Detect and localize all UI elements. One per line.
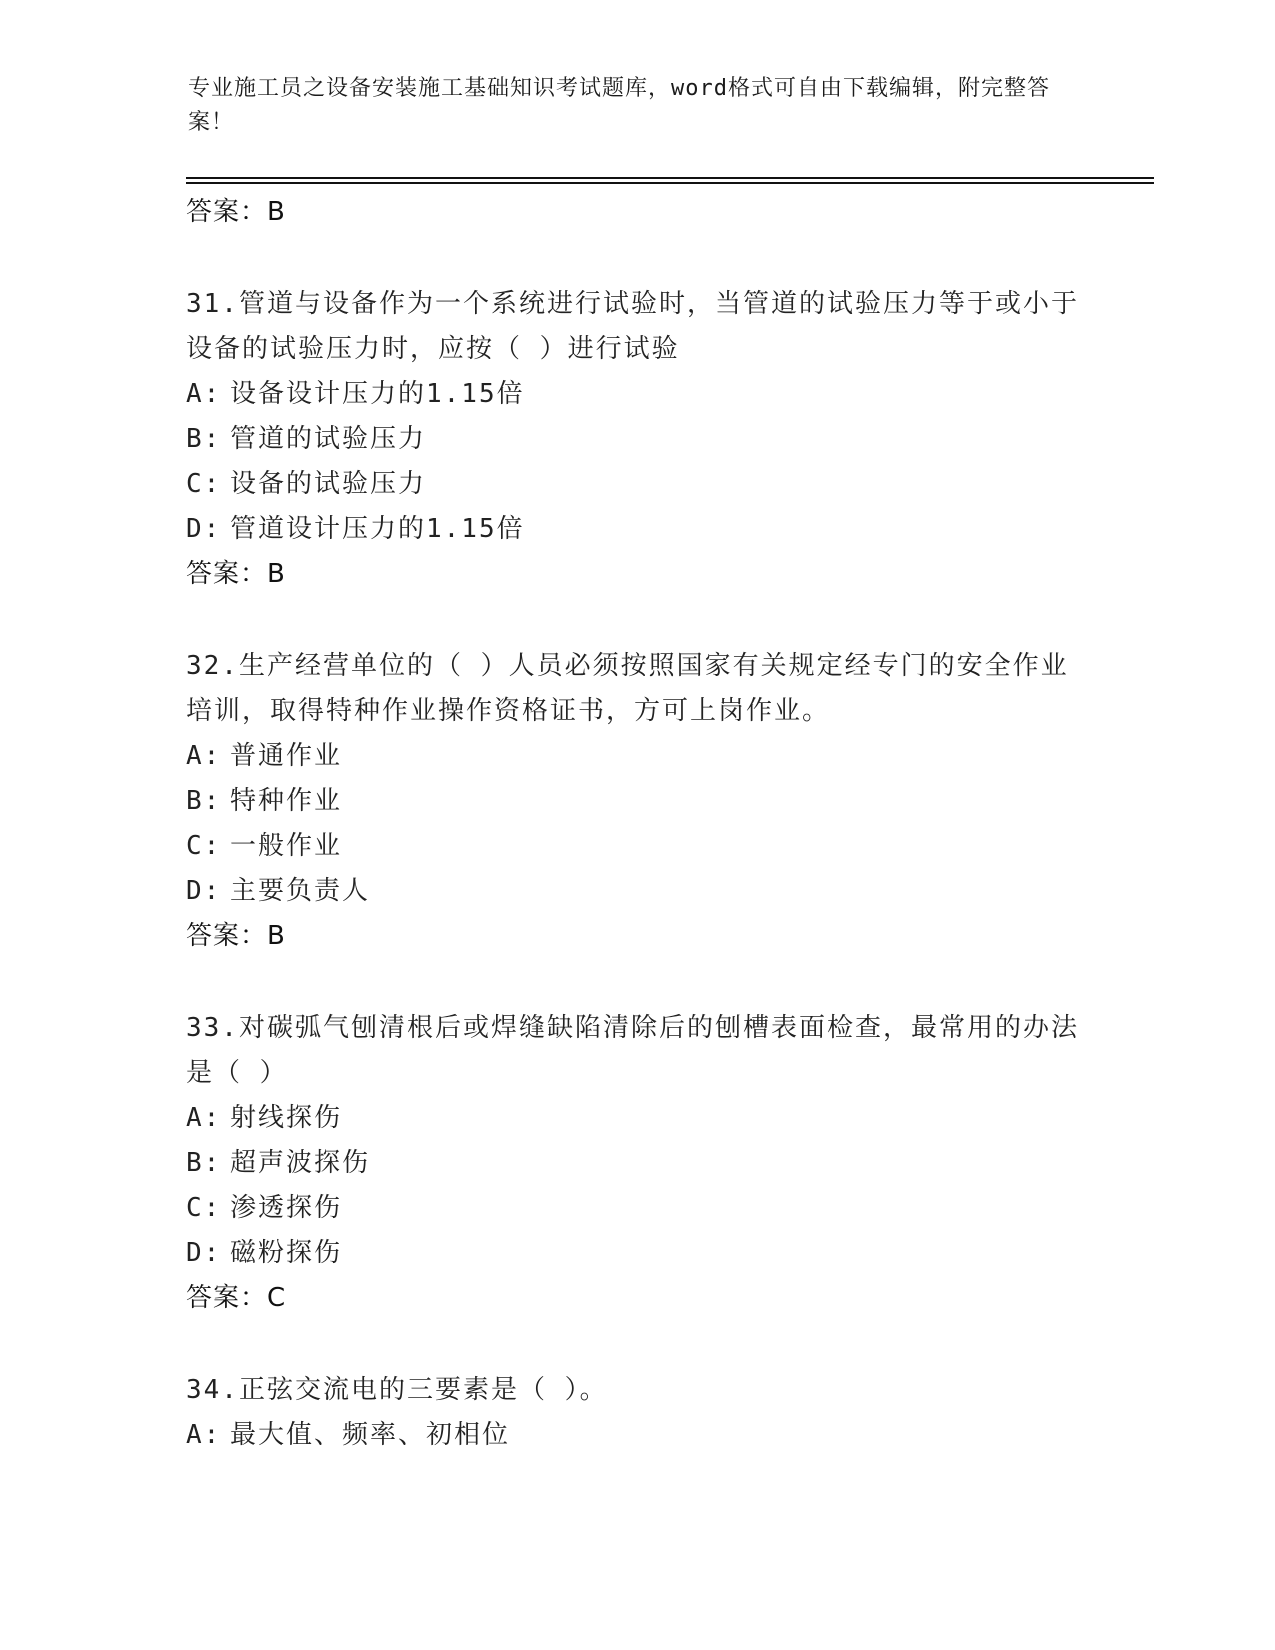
option-text: 一般作业 bbox=[230, 831, 343, 861]
option-a bbox=[186, 734, 1086, 779]
question-stem: 33.对碳弧气刨清根后或焊缝缺陷清除后的刨槽表面检查，最常用的办法是（ ） bbox=[186, 1013, 1079, 1088]
option-key: A: bbox=[186, 741, 222, 771]
option-c bbox=[186, 824, 1086, 869]
option-key: A: bbox=[186, 1103, 222, 1133]
option-b bbox=[186, 1141, 1086, 1186]
header-divider-bottom bbox=[186, 182, 1154, 184]
option-a bbox=[186, 1413, 1086, 1458]
option-key: A: bbox=[186, 379, 222, 409]
option-text: 管道设计压力的1.15倍 bbox=[230, 514, 525, 544]
option-a bbox=[186, 372, 1086, 417]
option-d bbox=[186, 869, 1086, 914]
option-text: 渗透探伤 bbox=[230, 1193, 343, 1223]
spacer bbox=[186, 234, 1086, 282]
header-divider-top bbox=[186, 177, 1154, 179]
question-stem: 34.正弦交流电的三要素是（ ）。 bbox=[186, 1375, 608, 1405]
option-c bbox=[186, 462, 1086, 507]
document-header: 专业施工员之设备安装施工基础知识考试题库，word格式可自由下载编辑，附完整答案！ bbox=[188, 76, 1050, 135]
option-text: 磁粉探伤 bbox=[230, 1238, 343, 1268]
option-key: C: bbox=[186, 831, 222, 861]
option-text: 管道的试验压力 bbox=[230, 424, 427, 454]
option-key: B: bbox=[186, 786, 222, 816]
option-d bbox=[186, 1231, 1086, 1276]
option-d bbox=[186, 507, 1086, 552]
spacer bbox=[186, 1320, 1086, 1368]
option-text: 最大值、频率、初相位 bbox=[230, 1420, 511, 1450]
option-b bbox=[186, 779, 1086, 824]
option-key: D: bbox=[186, 514, 222, 544]
option-key: D: bbox=[186, 876, 222, 906]
question-block bbox=[186, 282, 1086, 596]
option-a bbox=[186, 1096, 1086, 1141]
option-c bbox=[186, 1186, 1086, 1231]
option-text: 超声波探伤 bbox=[230, 1148, 371, 1178]
question-stem: 32.生产经营单位的（ ）人员必须按照国家有关规定经专门的安全作业培训，取得特种作业操作资格证书，方可上岗作业。 bbox=[186, 651, 1069, 726]
option-text: 设备的试验压力 bbox=[230, 469, 427, 499]
answer-line: 答案：C bbox=[186, 1283, 287, 1313]
option-text: 普通作业 bbox=[230, 741, 343, 771]
question-block bbox=[186, 1006, 1086, 1320]
option-key: D: bbox=[186, 1238, 222, 1268]
question-list bbox=[186, 190, 1086, 1458]
option-key: C: bbox=[186, 469, 222, 499]
option-key: B: bbox=[186, 1148, 222, 1178]
option-text: 主要负责人 bbox=[230, 876, 371, 906]
option-text: 设备设计压力的1.15倍 bbox=[230, 379, 525, 409]
option-key: A: bbox=[186, 1420, 222, 1450]
question-block bbox=[186, 644, 1086, 958]
option-text: 特种作业 bbox=[230, 786, 343, 816]
answer-line: 答案：B bbox=[186, 921, 286, 951]
option-b bbox=[186, 417, 1086, 462]
spacer bbox=[186, 958, 1086, 1006]
option-text: 射线探伤 bbox=[230, 1103, 343, 1133]
spacer bbox=[186, 596, 1086, 644]
question-block bbox=[186, 1368, 1086, 1458]
answer-line: 答案：B bbox=[186, 197, 286, 227]
question-stem: 31.管道与设备作为一个系统进行试验时，当管道的试验压力等于或小于设备的试验压力时，应按（ ）进行试验 bbox=[186, 289, 1079, 364]
option-key: B: bbox=[186, 424, 222, 454]
option-key: C: bbox=[186, 1193, 222, 1223]
answer-line: 答案：B bbox=[186, 559, 286, 589]
